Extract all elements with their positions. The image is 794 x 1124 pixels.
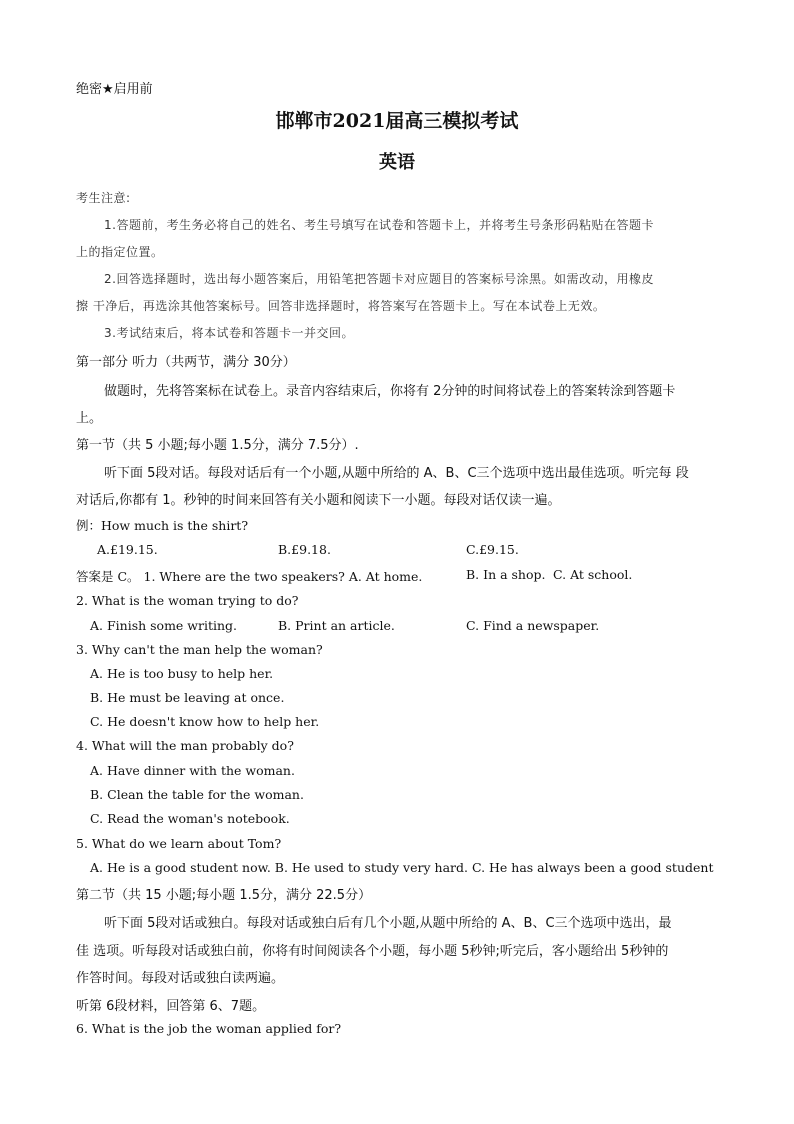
question-4-option-b: B. Clean the table for the woman.	[90, 787, 304, 802]
question-5: 5. What do we learn about Tom?	[76, 836, 282, 851]
section1-intro-line-1: 听下面 5段对话。每段对话后有一个小题,从题中所给的 A、B、C三个选项中选出最佳选项。听完每 段	[104, 466, 689, 481]
subject-title: 英语	[379, 152, 415, 173]
notice-item-3: 3.考试结束后，将本试卷和答题卡一并交回。	[104, 326, 354, 340]
material-6-instruction: 听第 6段材料，回答第 6、7题。	[76, 999, 266, 1014]
section2-intro-line-3: 作答时间。每段对话或独白读两遍。	[76, 971, 285, 986]
example-option-c: C.£9.15.	[466, 542, 519, 557]
question-4-option-a: A. Have dinner with the woman.	[90, 763, 295, 778]
section1-intro-line-2: 对话后,你都有 1。秒钟的时间来回答有关小题和阅读下一小题。每段对话仅读一遍。	[76, 493, 561, 508]
part1-intro-line-1: 做题时，先将答案标在试卷上。录音内容结束后，你将有 2分钟的时间将试卷上的答案转涂到答题卡	[104, 384, 676, 399]
section1-heading: 第一节（共 5 小题;每小题 1.5分，满分 7.5分）.	[76, 438, 359, 453]
notice-item-1-line-2: 上的指定位置。	[76, 245, 164, 259]
question-3-option-a: A. He is too busy to help her.	[90, 666, 274, 681]
section2-heading: 第二节（共 15 小题;每小题 1.5分，满分 22.5分）	[76, 888, 372, 903]
notice-heading: 考生注意:	[76, 191, 131, 205]
example-question: 例：How much is the shirt?	[76, 518, 249, 533]
question-3-option-c: C. He doesn't know how to help her.	[90, 714, 320, 729]
question-2-option-c: C. Find a newspaper.	[466, 618, 600, 633]
notice-item-2-line-1: 2.回答选择题时，选出每小题答案后，用铅笔把答题卡对应题目的答案标号涂黑。如需改动，用橡皮	[104, 272, 654, 286]
part1-intro-line-2: 上。	[76, 411, 103, 426]
page-title: 邯郸市2021届高三模拟考试	[275, 110, 519, 132]
section2-intro-line-1: 听下面 5段对话或独白。每段对话或独白后有几个小题,从题中所给的 A、B、C三个选项中选出，最	[104, 916, 672, 931]
question-3-option-b: B. He must be leaving at once.	[90, 690, 285, 705]
question-2-option-b: B. Print an article.	[278, 618, 395, 633]
notice-item-1-line-1: 1.答题前，考生务必将自己的姓名、考生号填写在试卷和答题卡上，并将考生号条形码粘贴在答题卡	[104, 218, 654, 232]
example-option-a: A.£19.15.	[97, 542, 158, 557]
question-4: 4. What will the man probably do?	[76, 738, 294, 753]
answer-and-question-1: 答案是 C。 1. Where are the two speakers? A. At home.	[76, 569, 423, 584]
question-3: 3. Why can't the man help the woman?	[76, 642, 323, 657]
part1-heading: 第一部分 听力（共两节，满分 30分）	[76, 355, 296, 370]
question-2: 2. What is the woman trying to do?	[76, 593, 299, 608]
question-5-options: A. He is a good student now. B. He used to study very hard. C. He has always been a good student	[90, 860, 714, 875]
confidential-label: 绝密★启用前	[76, 82, 153, 97]
question-6: 6. What is the job the woman applied for?	[76, 1021, 342, 1036]
notice-item-2-line-2: 擦 干净后，再选涂其他答案标号。回答非选择题时，将答案写在答题卡上。写在本试卷上无效。	[76, 299, 606, 313]
example-option-b: B.£9.18.	[278, 542, 331, 557]
question-2-option-a: A. Finish some writing.	[90, 618, 238, 633]
section2-intro-line-2: 佳 选项。听每段对话或独白前，你将有时间阅读各个小题，每小题 5秒钟;听完后，客小题给出 5秒钟的	[76, 944, 669, 959]
question-1-option-b: B. In a shop.	[466, 567, 546, 582]
question-4-option-c: C. Read the woman's notebook.	[90, 811, 290, 826]
question-1-option-c: C. At school.	[553, 567, 633, 582]
